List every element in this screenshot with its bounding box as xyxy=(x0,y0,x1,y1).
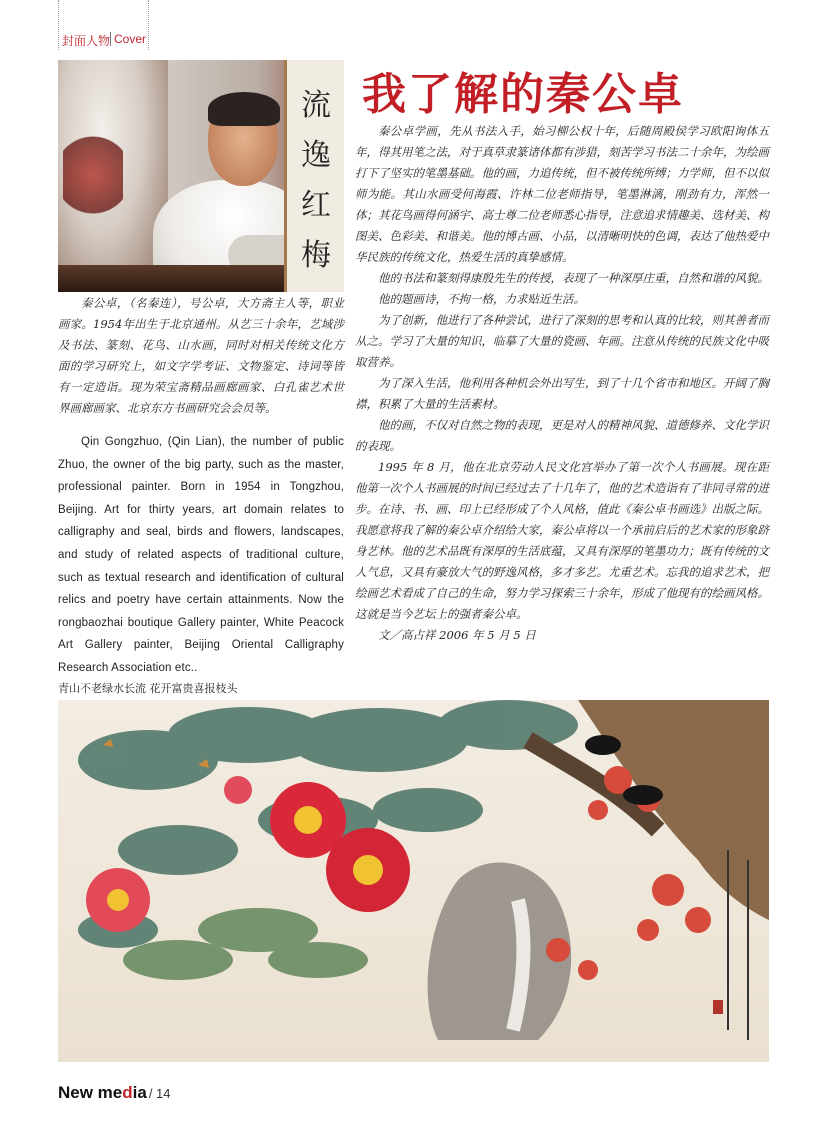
page-number: / 14 xyxy=(148,1086,171,1101)
section-separator xyxy=(110,32,111,46)
scroll-char: 逸 xyxy=(301,138,331,173)
body-paragraph: 他的书法和篆刻得康殷先生的传授，表现了一种深厚庄重，自然和谐的风貌。 xyxy=(378,271,769,285)
painting-caption: 青山不老绿水长流 花开富贵喜报枝头 xyxy=(58,682,238,695)
artist-bio-en xyxy=(58,431,344,680)
peony-pine-painting xyxy=(58,700,769,1062)
body-paragraph: 他的画，不仅对自然之物的表现，更是对人的精神风貌、道德修养、文化学识的表现。 xyxy=(355,418,769,453)
section-label-en: Cover xyxy=(114,32,147,46)
calligraphy-scroll xyxy=(284,60,344,292)
page-footer xyxy=(58,1083,171,1105)
body-paragraph: 他的题画诗，不拘一格，力求贴近生活。 xyxy=(378,292,585,306)
header-divider-right xyxy=(148,0,149,50)
scroll-char: 流 xyxy=(301,88,331,123)
artist-portrait-photo xyxy=(58,60,344,292)
body-paragraph: 为了创新，他进行了各种尝试，进行了深刻的思考和认真的比较，则其善者而从之。学习了大量的知识，临摹了大量的瓷画、年画。注意从传统的民族文化中吸取营养。 xyxy=(355,313,769,369)
section-header xyxy=(58,0,158,52)
magazine-brand: New media xyxy=(58,1083,147,1102)
article-title: 我了解的秦公卓 xyxy=(362,69,684,120)
artist-bio-cn xyxy=(58,293,344,419)
body-paragraph: 秦公卓学画，先从书法入手，始习柳公权十年，后随周殿侯学习欧阳询体五年，得其用笔之法，对于真草隶篆诸体都有涉猎，刻苦学习书法二十余年，为绘画打下了坚实的笔墨基础。他的画，力追传统，但不被传统所缚；力学师，但不以似师为能。其山水画受何海霞、许林二位老师指导，笔墨淋漓，刚劲有力，浑然一体；其花鸟画得何涵宇、高士尊二位老师悉心指导，注意追求情趣美、选材美、构图美、色彩美、和谐美。他的博古画、小品，以清晰明快的色调，表达了他热爱中华民族的传统文化，热爱生活的真挚感情。 xyxy=(355,124,769,264)
scroll-char: 红 xyxy=(301,188,331,223)
body-paragraph: 1995 年 8 月，他在北京劳动人民文化宫举办了第一次个人书画展。现在距他第一次个人书画展的时间已经过去了十几年了，他的艺术造诣有了非同寻常的进步。在诗、书、画、印上已经形成了个人风格，值此《秦公卓书画选》出版之际。我愿意将我了解的秦公卓介绍给大家，秦公卓将以一个承前启后的艺术家的形象跻身艺林。他的艺术品既有深厚的生活底蕴，又具有深厚的笔墨功力；既有传统的文人气息，又具有豪放大气的野逸风格，多才多艺。尤重艺术。忘我的追求艺术，把绘画艺术看成了自己的生命，努力学习探索三十余年，形成了他现有的绘画风格。这就是当今艺坛上的强者秦公卓。 xyxy=(355,460,769,621)
artist-seal xyxy=(713,1000,723,1014)
bio-paragraph-en: Qin Gongzhuo, (Qin Lian), the number of public Zhuo, the owner of the big party, such as the master, professional painter. Born in 1954 in Tongzhou, Beijing. Art for thirty years, art domain relates to calligraphy and seal, birds and flowers, landscapes, and study of related aspects of traditional culture, such as textual research and identification of cultural relics and poetry have certain attainments. Now the rongbaozhai boutique Gallery painter, White Peacock Art Gallery painter, Beijing Oriental Calligraphy Research Association etc.. xyxy=(58,436,344,674)
bio-paragraph-cn: 秦公卓，（名秦连），号公卓，大方斋主人等，职业画家。1954年出生于北京通州。从艺三十余年，艺域涉及书法、篆刻、花鸟、山水画，同时对相关传统文化方面的学习研究上，如文字学考证、文物鉴定、诗词等皆有一定造诣。现为荣宝斋精品画廊画家、白孔雀艺术世界画廊画家、北京东方书画研究会会员等。 xyxy=(58,296,344,415)
peony-leaves xyxy=(123,908,368,980)
header-divider-left xyxy=(58,0,59,50)
section-label-cn: 封面人物 xyxy=(62,34,111,48)
article-signature: 文／高占祥 2006 年 5 月 5 日 xyxy=(378,628,536,642)
painting-artwork xyxy=(58,700,769,1062)
scroll-char: 梅 xyxy=(301,238,331,273)
article-body xyxy=(355,121,769,646)
body-paragraph: 为了深入生活，他利用各种机会外出写生，到了十几个省市和地区。开阔了胸襟，积累了大量的生活素材。 xyxy=(355,376,769,411)
